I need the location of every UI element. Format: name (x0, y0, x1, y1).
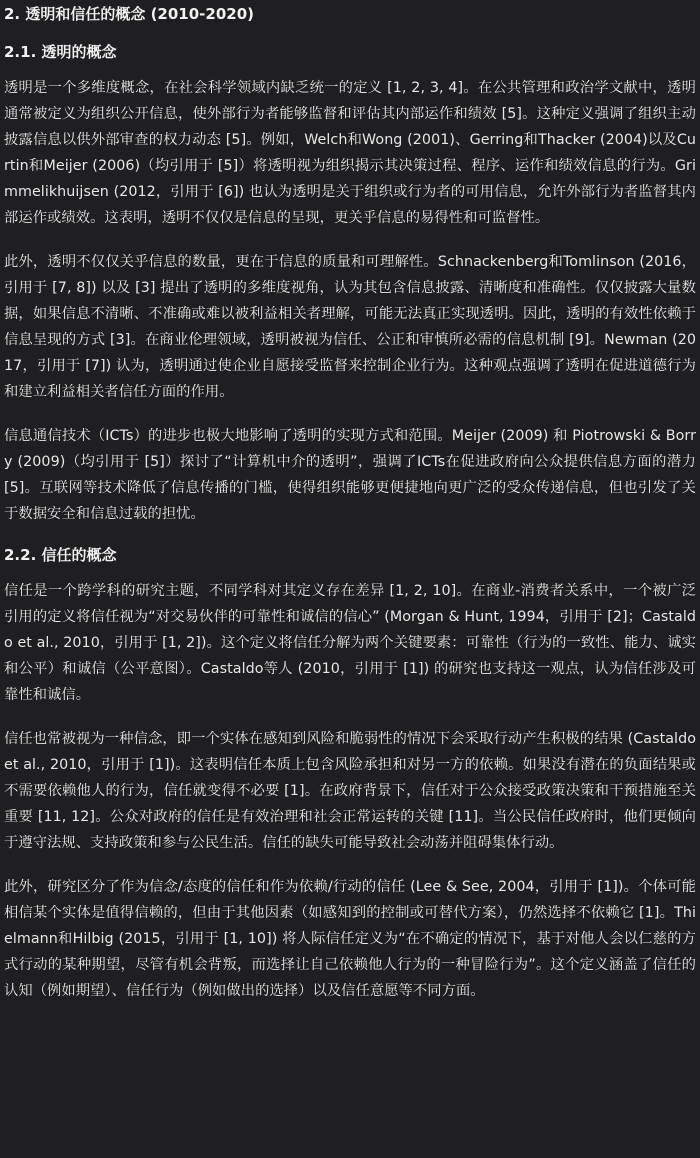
subsection-heading-transparency: 2.1. 透明的概念 (4, 43, 117, 61)
paragraph-transparency-1: 透明是一个多维度概念，在社会科学领域内缺乏统一的定义 [1, 2, 3, 4]。在公共管理和政治学文献中，透明通常被定义为组织公开信息，使外部行为者能够监督和评估其内部运作和绩效 [5]。这种定义强调了组织主动披露信息以供外部审查的权力动态 [5]。例如，Welch和Wong (2001)、Gerring和Thacker (2004)以及Curtin和Meijer (2006)（均引用于 [5]）将透明视为组织揭示其决策过程、程序、运作和绩效信息的行为。Grimmelikhuijsen (2012，引用于 [6]) 也认为透明是关于组织或行为者的可用信息，允许外部行为者监督其内部运作或绩效。这表明，透明不仅仅是信息的呈现，更关乎信息的易得性和可监督性。 (4, 80, 696, 226)
paragraph-transparency-2: 此外，透明不仅仅关乎信息的数量，更在于信息的质量和可理解性。Schnackenberg和Tomlinson (2016，引用于 [7, 8]) 以及 [3] 提出了透明的多维度视角，认为其包含信息披露、清晰度和准确性。仅仅披露大量数据，如果信息不清晰、不准确或难以被利益相关者理解，可能无法真正实现透明。因此，透明的有效性依赖于信息呈现的方式 [3]。在商业伦理领域，透明被视为信任、公正和审慎所必需的信息机制 [9]。Newman (2017，引用于 [7]) 认为，透明通过使企业自愿接受监督来控制企业行为。这种观点强调了透明在促进道德行为和建立利益相关者信任方面的作用。 (4, 254, 696, 400)
paragraph-trust-1: 信任是一个跨学科的研究主题，不同学科对其定义存在差异 [1, 2, 10]。在商业-消费者关系中，一个被广泛引用的定义将信任视为“对交易伙伴的可靠性和诚信的信心” (Morgan & Hunt, 1994，引用于 [2]；Castaldo et al., 2010，引用于 [1, 2])。这个定义将信任分解为两个关键要素：可靠性（行为的一致性、能力、诚实和公平）和诚信（公平意图）。Castaldo等人 (2010，引用于 [1]) 的研究也支持这一观点，认为信任涉及可靠性和诚信。 (4, 583, 696, 703)
paragraph-trust-3: 此外，研究区分了作为信念/态度的信任和作为依赖/行动的信任 (Lee & See, 2004，引用于 [1])。个体可能相信某个实体是值得信赖的，但由于其他因素（如感知到的控制或可替代方案），仍然选择不依赖它 [1]。Thielmann和Hilbig (2015，引用于 [1, 10]) 将人际信任定义为“在不确定的情况下，基于对他人会以仁慈的方式行动的某种期望，尽管有机会背叛，而选择让自己依赖他人行为的一种冒险行为”。这个定义涵盖了信任的认知（例如期望）、信任行为（例如做出的选择）以及信任意愿等不同方面。 (4, 879, 696, 999)
document-page (0, 4, 700, 1158)
paragraph-trust-2: 信任也常被视为一种信念，即一个实体在感知到风险和脆弱性的情况下会采取行动产生积极的结果 (Castaldo et al., 2010，引用于 [1])。这表明信任本质上包含风险承担和对另一方的依赖。如果没有潜在的负面结果或不需要依赖他人的行为，信任就变得不必要 [1]。在政府背景下，信任对于公众接受政策决策和干预措施至关重要 [11, 12]。公众对政府的信任是有效治理和社会正常运转的关键 [11]。当公民信任政府时，他们更倾向于遵守法规、支持政策和参与公民生活。信任的缺失可能导致社会动荡并阻碍集体行动。 (4, 731, 696, 851)
subsection-heading-trust: 2.2. 信任的概念 (4, 546, 117, 564)
paragraph-transparency-3: 信息通信技术（ICTs）的进步也极大地影响了透明的实现方式和范围。Meijer (2009) 和 Piotrowski & Borry (2009)（均引用于 [5]）探讨了“计算机中介的透明”，强调了ICTs在促进政府向公众提供信息方面的潜力 [5]。互联网等技术降低了信息传播的门槛，使得组织能够更便捷地向更广泛的受众传递信息，但也引发了关于数据安全和信息过载的担忧。 (4, 428, 696, 522)
section-title: 2. 透明和信任的概念 (2010-2020) (4, 5, 255, 23)
